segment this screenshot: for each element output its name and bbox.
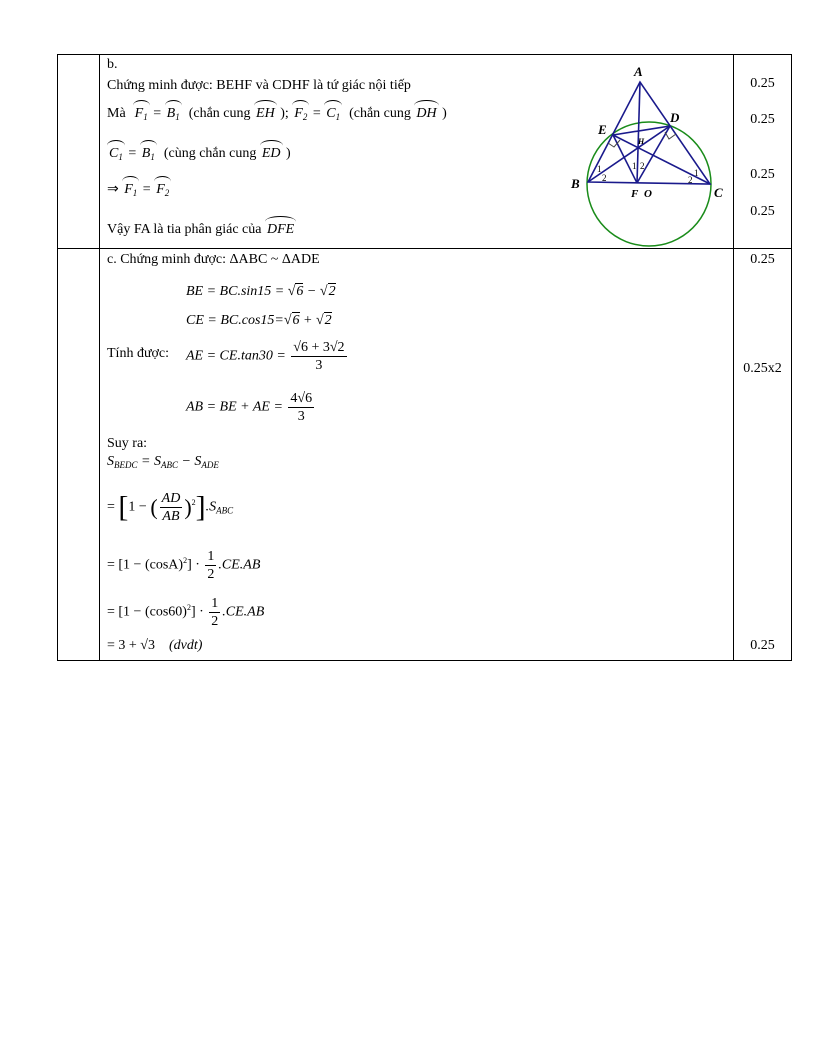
label-o: O — [644, 188, 652, 200]
score: 0.25 — [750, 76, 775, 91]
part-b-line3: $C_1 = B_1$ (cùng chắn cung ED ) — [107, 146, 291, 165]
svg-text:2: 2 — [640, 161, 645, 171]
suy-ra-label: Suy ra: — [107, 436, 148, 451]
formula-ce: CE = BC.cos15=√6 + √2 — [186, 313, 332, 328]
part-b-line1: Chứng minh được: BEHF và CDHF là tứ giác nội tiếp — [107, 78, 411, 93]
formula-result: = 3 + √3 (dvdt) — [107, 638, 203, 653]
label-a: A — [634, 64, 643, 79]
formula-cosA: = $[1 - (\cos A)^2]$ · $\frac{1}{2}$ .CE.AB — [107, 548, 261, 582]
score: 0.25 — [750, 252, 775, 267]
formula-cos60: = $[1 - (\cos 60)^2]$ · $\frac{1}{2}$ .CE.AB — [107, 595, 265, 629]
formula-area-diff: $S_{BEDC} = S_{ABC} - S_{ADE}$ — [107, 454, 219, 470]
table-border-right — [791, 54, 792, 661]
formula-be: BE = BC.sin15 = √6 − √2 — [186, 284, 336, 299]
score: 0.25 — [750, 638, 775, 653]
label-c: C — [714, 185, 723, 200]
label-h: H — [638, 137, 645, 146]
tinh-duoc-label: Tính được: — [107, 346, 170, 361]
svg-text:2: 2 — [602, 173, 607, 183]
part-c-line1: c. Chứng minh được: ΔABC ~ ΔADE — [107, 252, 320, 267]
part-b-line4: ⇒ $F_1 = F_2$ — [107, 182, 171, 201]
svg-text:1: 1 — [632, 161, 637, 171]
column-divider — [733, 54, 734, 661]
part-b-label: b. — [107, 57, 118, 72]
geometry-figure — [565, 55, 733, 248]
label-d: D — [670, 110, 680, 125]
table-border-left — [57, 54, 58, 661]
formula-ratio: = [1 − ( $\frac{AD}{AB}$ )$^2].S_{ABC}$ — [107, 490, 234, 524]
table-border-bottom — [57, 660, 792, 661]
formula-ab: AB = BE + AE = $\frac{4√6}{3}$ — [186, 391, 313, 424]
label-f: F — [631, 188, 639, 200]
formula-ae: AE = CE.tan30 = $\frac{√6 + 3√2}{3}$ — [186, 340, 345, 373]
part-b-conclusion: Vậy FA là tia phân giác của DFE — [107, 222, 295, 237]
svg-text:1: 1 — [694, 168, 699, 178]
label-e: E — [598, 122, 607, 137]
score: 0.25 — [750, 167, 775, 182]
score: 0.25 — [750, 204, 775, 219]
column-divider — [99, 54, 100, 661]
svg-text:2: 2 — [688, 175, 693, 185]
label-b: B — [571, 176, 580, 191]
score: 0.25x2 — [743, 361, 782, 376]
svg-text:1: 1 — [597, 164, 602, 174]
part-b-line2: Mà $F_1 = B_1$ (chắn cung EH ); $F_2 = C_1$ (chắn cung DH ) — [107, 106, 447, 125]
row-divider — [57, 248, 792, 249]
score: 0.25 — [750, 112, 775, 127]
